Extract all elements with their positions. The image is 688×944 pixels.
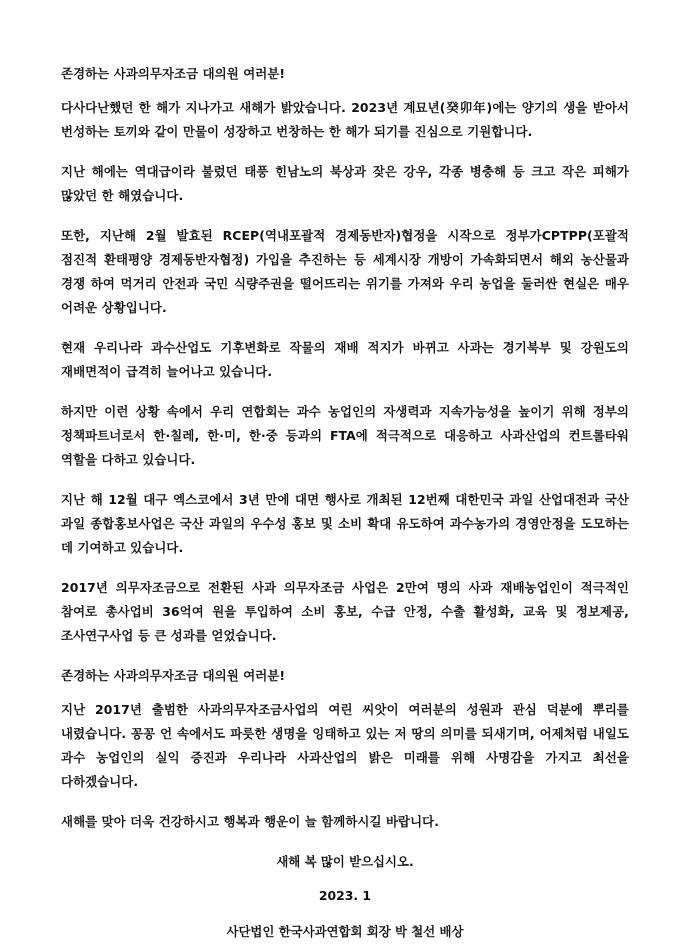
paragraph-typhoon: 지난 해에는 역대급이라 불렀던 태풍 힌남노의 북상과 잦은 강우, 각종 병충해 등 크고 작은 피해가 많았던 한 해였습니다. xyxy=(61,164,629,203)
letter-page xyxy=(61,62,629,944)
paragraph-new-year: 다사다난했던 한 해가 지나가고 새해가 밝았습니다. 2023년 계묘년(癸卯年)에는 양기의 생을 받아서 번성하는 토끼와 같이 만물이 성장하고 번창하는 한 해가 되기를 진심으로 기원합니다. xyxy=(61,100,629,139)
greeting: 존경하는 사과의무자조금 대의원 여러분! xyxy=(61,66,286,81)
paragraph-climate: 현재 우리나라 과수산업도 기후변화로 작물의 재배 적지가 바뀌고 사과는 경기북부 및 강원도의 재배면적이 급격히 늘어나고 있습니다. xyxy=(61,340,629,379)
paragraph-fruit-expo: 지난 해 12월 대구 엑스코에서 3년 만에 대면 행사로 개최된 12번째 대한민국 과일 산업대전과 국산 과일 종합홍보사업은 국산 과일의 우수성 홍보 및 소비 확대 유도하여 과수농가의 경영안정을 도모하는 데 기여하고 있습니다. xyxy=(61,492,629,555)
signature-line: 사단법인 한국사과연합회 회장 박 철선 배상 xyxy=(226,924,464,939)
paragraph-wishes: 새해를 맞아 더욱 건강하시고 행복과 행운이 늘 함께하시길 바랍니다. xyxy=(61,814,440,829)
paragraph-checkoff-results: 2017년 의무자조금으로 전환된 사과 의무자조금 사업은 2만여 명의 사과 재배농업인이 적극적인 참여로 총사업비 36억여 원을 투입하여 소비 홍보, 수급 안정, 수출 활성화, 교육 및 정보제공, 조사연구사업 등 큰 성과를 얻었습니다. xyxy=(61,580,629,643)
letter-date: 2023. 1 xyxy=(318,888,372,903)
closing-wish: 새해 복 많이 받으십시오. xyxy=(276,854,414,869)
paragraph-federation-role: 하지만 이런 상황 속에서 우리 연합회는 과수 농업인의 자생력과 지속가능성을 높이기 위해 정부의 정책파트너로서 한·칠레, 한·미, 한·중 등과의 FTA에 적극적으로 대응하고 사과산업의 컨트롤타워 역할을 다하고 있습니다. xyxy=(61,404,629,467)
paragraph-commitment: 지난 2017년 출범한 사과의무자조금사업의 여린 씨앗이 여러분의 성원과 관심 덕분에 뿌리를 내렸습니다. 꽁꽁 언 속에서도 파릇한 생명을 잉태하고 있는 저 땅의 의미를 되새기며, 어제처럼 내일도 과수 농업인의 실익 증진과 우리나라 사과산업의 밝은 미래를 위해 사명감을 가지고 최선을 다하겠습니다. xyxy=(61,702,629,789)
paragraph-trade: 또한, 지난해 2월 발효된 RCEP(역내포괄적 경제동반자)협정을 시작으로 정부가CPTPP(포괄적 점진적 환태평양 경제동반자협정) 가입을 추진하는 등 세계시장 개방이 가속화되면서 해외 농산물과 경쟁 하여 먹거리 안전과 국민 식량주권을 떨어뜨리는 위기를 가져와 우리 농업을 둘러싼 현실은 매우 어려운 상황입니다. xyxy=(61,228,629,315)
greeting-second: 존경하는 사과의무자조금 대의원 여러분! xyxy=(61,668,286,683)
